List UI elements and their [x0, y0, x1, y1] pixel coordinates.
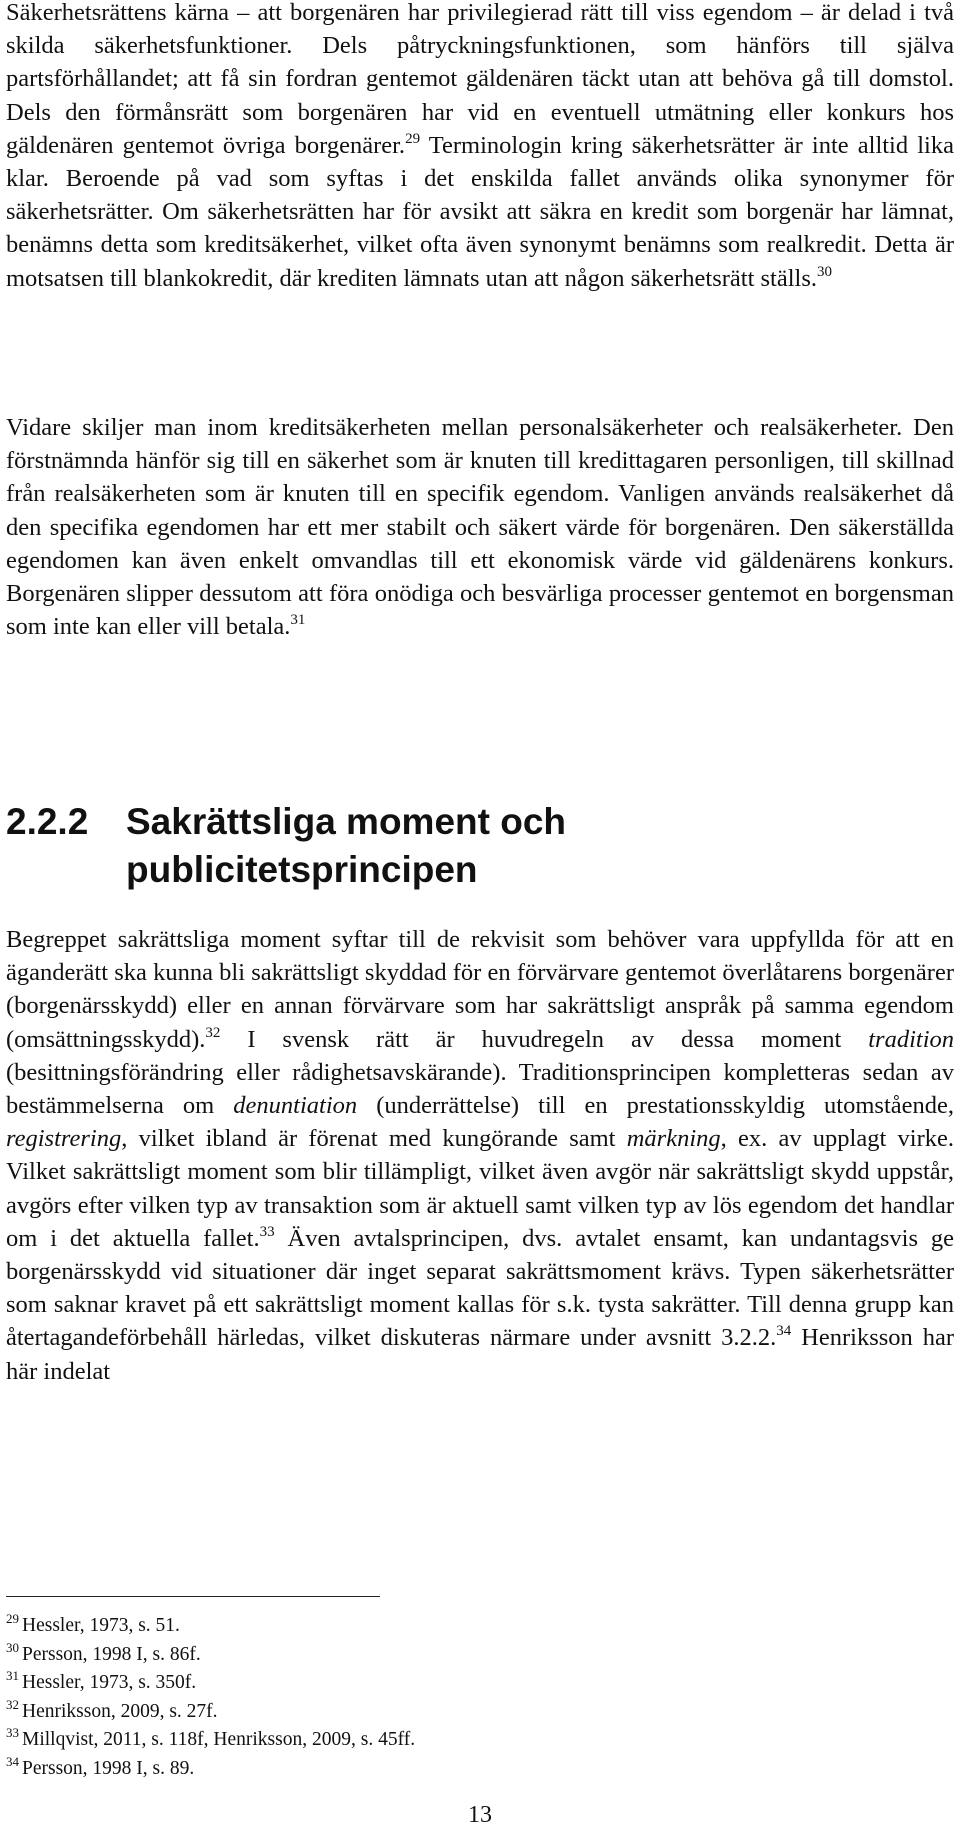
footnote-item [6, 1698, 415, 1727]
footnote-item [6, 1641, 415, 1670]
paragraph-text: Vidare skiljer man inom kreditsäkerheten mellan personalsäkerheter och realsäkerheter. Den förstnämnda hänför sig till en säkerhet som är knuten till kredittagaren personligen, till skillnad från realsäkerheten som är knuten till en specifik egendom. Vanligen används realsäkerhet då den specifika egendomen har ett mer stabilt och säkert värde för borgenären. Den säkerställda egendomen kan även enkelt omvandlas till ett ekonomisk värde vid gäldenärens konkurs. Borgenären slipper dessutom att föra onödiga och besvärliga processer gentemot en borgensman som inte kan eller vill betala. [6, 414, 954, 641]
footnote-text: Hessler, 1973, s. 350f. [22, 1672, 197, 1694]
paragraph-text: Även avtalsprincipen, dvs. avtalet ensamt, kan undantagsvis ge borgenärsskydd vid situationer där inget separat sakrättsmoment krävs. Typen säkerhetsrätter som saknar kravet på ett sakrättsligt moment kallas för s.k. tysta sakrätter. Till denna grupp kan återtagandeförbehåll härledas, vilket diskuteras närmare under avsnitt 3.2.2. [6, 1224, 954, 1352]
footnote-item [6, 1669, 415, 1698]
section-heading [6, 798, 954, 894]
paragraph-text: Säkerhetsrättens kärna – att borgenären har privilegierad rätt till viss egendom – är delad i två skilda säkerhetsfunktioner. Dels påtryckningsfunktionen, som hänförs till själva partsförhållandet; att få sin fordran gentemot gäldenären täckt utan att behöva gå till domstol. Dels den förmånsrätt som borgenären har vid en eventuell utmätning eller konkurs hos gäldenären gentemot övriga borgenärer. [6, 0, 954, 159]
footnote-number: 33 [6, 1725, 19, 1741]
italic-term: märkning [626, 1125, 721, 1153]
paragraph-property-law-moments [6, 923, 954, 1388]
footnote-item [6, 1755, 415, 1784]
paragraph-credit-security [6, 411, 954, 643]
section-title-line1: Sakrättsliga moment och [126, 801, 567, 842]
footnote-ref[interactable]: 31 [290, 612, 306, 629]
footnote-ref[interactable]: 29 [405, 130, 421, 147]
footnote-number: 32 [6, 1696, 19, 1712]
footnote-ref[interactable]: 34 [776, 1323, 792, 1340]
footnote-number: 30 [6, 1639, 19, 1655]
footnote-item [6, 1612, 415, 1641]
italic-term: registrering [6, 1125, 122, 1153]
italic-term: denuntiation [233, 1092, 358, 1120]
section-number: 2.2.2 [6, 801, 89, 842]
document-page [6, 0, 956, 1845]
footnote-text: Persson, 1998 I, s. 89. [22, 1757, 195, 1779]
paragraph-text: I svensk rätt är huvudregeln av dessa moment [220, 1025, 869, 1053]
footnote-divider [6, 1596, 380, 1597]
page-number: 13 [468, 1802, 492, 1828]
footnote-text: Hessler, 1973, s. 51. [22, 1615, 180, 1636]
paragraph-text: Henriksson har här indelat [6, 1324, 954, 1385]
paragraph-security-rights-core [6, 0, 954, 295]
footnote-text: Millqvist, 2011, s. 118f, Henriksson, 2009, s. 45ff. [22, 1729, 416, 1751]
footnote-text: Persson, 1998 I, s. 86f. [22, 1643, 201, 1665]
footnotes [6, 1612, 415, 1784]
footnote-number: 34 [6, 1753, 19, 1769]
paragraph-text: , vilket ibland är förenat med kungörande samt [121, 1125, 627, 1153]
paragraph-text: (underrättelse) till en prestationsskyldig utomstående, [357, 1092, 954, 1120]
paragraph-text: (besittningsförändring eller rådighetsavskärande). Traditionsprincipen kompletteras sedan av bestämmelserna om [6, 1058, 954, 1120]
footnote-item [6, 1726, 415, 1755]
footnote-ref[interactable]: 33 [259, 1223, 275, 1240]
section-title-line2: publicitetsprincipen [126, 849, 478, 890]
footnote-ref[interactable]: 30 [817, 263, 833, 280]
footnote-text: Henriksson, 2009, s. 27f. [22, 1700, 218, 1722]
footnote-ref[interactable]: 32 [205, 1024, 221, 1041]
paragraph-text: Terminologin kring säkerhetsrätter är inte alltid lika klar. Beroende på vad som syftas i det enskilda fallet används olika synonymer för säkerhetsrätter. Om säkerhetsrätten har för avsikt att säkra en kredit som borgenär har lämnat, benämns detta som kreditsäkerhet, vilket ofta även synonymt benämns som realkredit. Detta är motsatsen till blankokredit, där krediten lämnats utan att någon säkerhetsrätt ställs. [6, 131, 954, 292]
paragraph-text: Begreppet sakrättsliga moment syftar till de rekvisit som behöver vara uppfyllda för att en äganderätt ska kunna bli sakrättsligt skyddad för en förvärvare gentemot överlåtarens borgenärer (borgenärsskydd) eller en annan förvärvare som har sakrättsligt anspråk på samma egendom (omsättningsskydd). [6, 926, 954, 1053]
footnote-number: 31 [6, 1668, 19, 1684]
footnote-number: 29 [6, 1611, 19, 1626]
italic-term: tradition [868, 1025, 954, 1053]
paragraph-text: , ex. av upplagt virke. Vilket sakrättsligt moment som blir tillämpligt, vilket även avgör när sakrättsligt skydd uppstår, avgörs efter vilken typ av transaktion som är aktuell samt vilken typ av lös egendom det handlar om i det aktuella fallet. [6, 1125, 954, 1252]
